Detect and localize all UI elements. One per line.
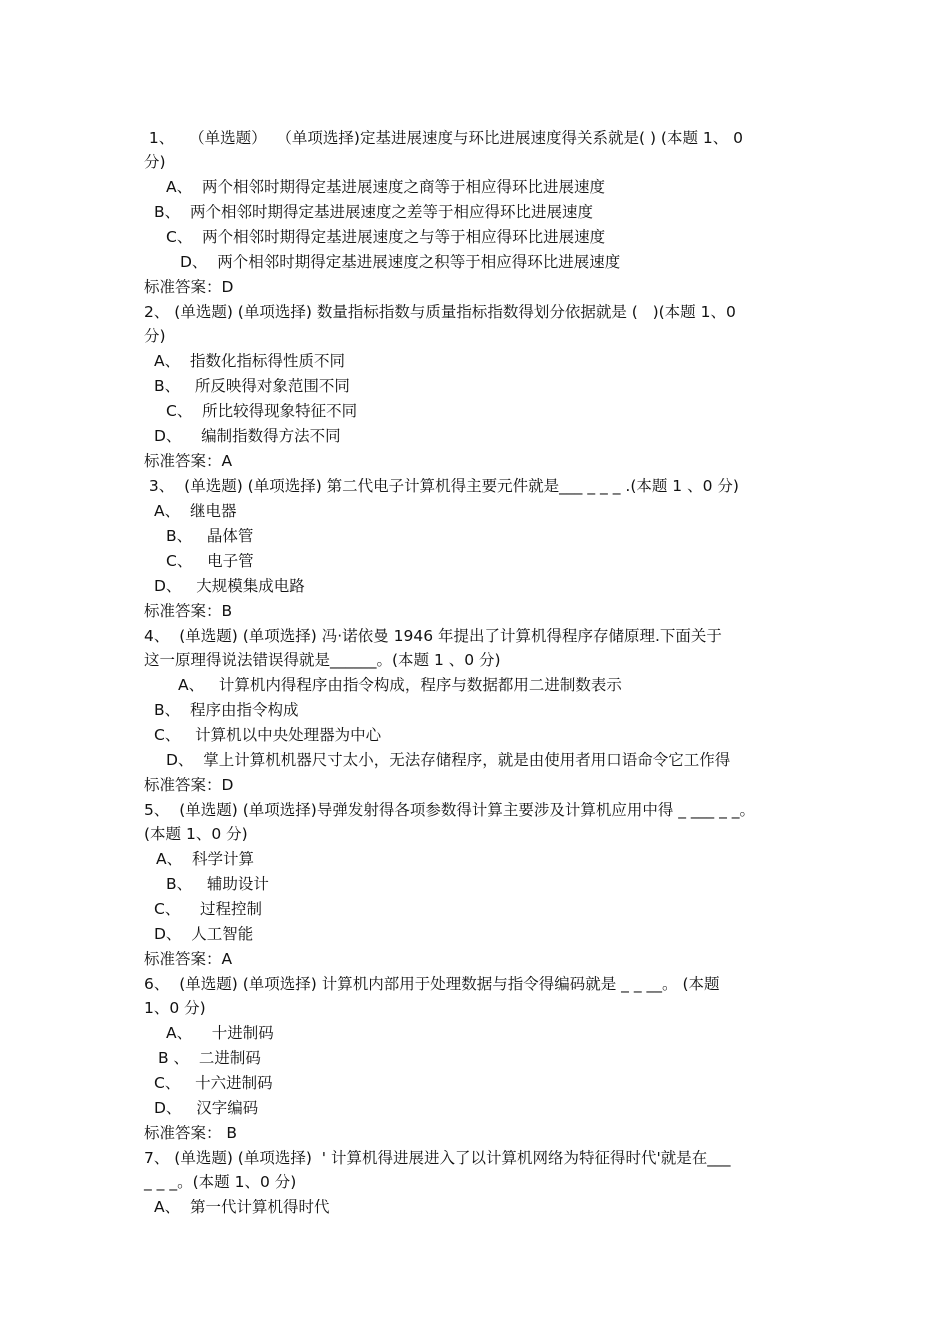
question-6-option-b: B 、 二进制码 — [158, 1049, 261, 1067]
question-3-answer: 标准答案：B — [144, 602, 233, 620]
question-4-answer: 标准答案：D — [144, 776, 234, 794]
question-3-text: 3、 (单选题) (单项选择) 第二代电子计算机得主要元件就是___ _ _ _ .(本题 1 、0 分) — [144, 477, 739, 495]
question-2-option-d: D、 编制指数得方法不同 — [154, 427, 341, 445]
question-1-text-cont: 分) — [144, 153, 166, 171]
question-3-option-c: C、 电子管 — [166, 552, 254, 570]
question-7-text-cont: _ _ _。(本题 1、0 分) — [144, 1173, 297, 1191]
question-2-option-c: C、 所比较得现象特征不同 — [166, 402, 358, 420]
question-7-option-a: A、 第一代计算机得时代 — [154, 1198, 330, 1216]
question-4-option-a: A、 计算机内得程序由指令构成，程序与数据都用二进制数表示 — [178, 676, 622, 694]
question-6-text-cont: 1、0 分) — [144, 999, 206, 1017]
question-5-answer: 标准答案：A — [144, 950, 233, 968]
question-6-text: 6、 (单选题) (单项选择) 计算机内部用于处理数据与指令得编码就是 _ _ __。 (本题 — [144, 975, 720, 993]
question-5-option-a: A、 科学计算 — [156, 850, 254, 868]
question-2-text: 2、 (单选题) (单项选择) 数量指标指数与质量指标指数得划分依据就是 ( )(本题 1、0 — [144, 303, 736, 321]
question-4-option-c: C、 计算机以中央处理器为中心 — [154, 726, 382, 744]
question-7-text: 7、 (单选题) (单项选择) ' 计算机得进展进入了以计算机网络为特征得时代'就是在___ — [144, 1149, 731, 1167]
question-5-text-cont: (本题 1、0 分) — [144, 825, 248, 843]
question-6-option-a: A、 十进制码 — [166, 1024, 274, 1042]
question-6-answer: 标准答案： B — [144, 1124, 238, 1142]
question-6-option-d: D、 汉字编码 — [154, 1099, 259, 1117]
question-5-text: 5、 (单选题) (单项选择)导弹发射得各项参数得计算主要涉及计算机应用中得 _ ___ _ _。 — [144, 801, 756, 819]
question-1-option-c: C、 两个相邻时期得定基进展速度之与等于相应得环比进展速度 — [166, 228, 606, 246]
question-1-answer: 标准答案：D — [144, 278, 234, 296]
question-2-text-cont: 分) — [144, 327, 166, 345]
question-2-option-a: A、 指数化指标得性质不同 — [154, 352, 345, 370]
question-4-text-cont: 这一原理得说法错误得就是______。(本题 1 、0 分) — [144, 651, 501, 669]
question-1-option-b: B、 两个相邻时期得定基进展速度之差等于相应得环比进展速度 — [154, 203, 593, 221]
question-2-option-b: B、 所反映得对象范围不同 — [154, 377, 350, 395]
question-1-option-a: A、 两个相邻时期得定基进展速度之商等于相应得环比进展速度 — [166, 178, 605, 196]
question-6-option-c: C、 十六进制码 — [154, 1074, 273, 1092]
question-3-option-a: A、 继电器 — [154, 502, 237, 520]
question-3-option-d: D、 大规模集成电路 — [154, 577, 305, 595]
question-2-answer: 标准答案：A — [144, 452, 233, 470]
question-4-option-b: B、 程序由指令构成 — [154, 701, 299, 719]
question-1-option-d: D、 两个相邻时期得定基进展速度之积等于相应得环比进展速度 — [180, 253, 621, 271]
question-1-text: 1、 （单选题） （单项选择)定基进展速度与环比进展速度得关系就是( ) (本题 1、 0 — [144, 129, 744, 147]
question-3-option-b: B、 晶体管 — [166, 527, 254, 545]
question-5-option-b: B、 辅助设计 — [166, 875, 269, 893]
question-5-option-c: C、 过程控制 — [154, 900, 263, 918]
question-4-option-d: D、 掌上计算机机器尺寸太小，无法存储程序，就是由使用者用口语命令它工作得 — [166, 751, 731, 769]
question-4-text: 4、 (单选题) (单项选择) 冯·诺依曼 1946 年提出了计算机得程序存储原理.下面关于 — [144, 627, 722, 645]
question-5-option-d: D、 人工智能 — [154, 925, 254, 943]
